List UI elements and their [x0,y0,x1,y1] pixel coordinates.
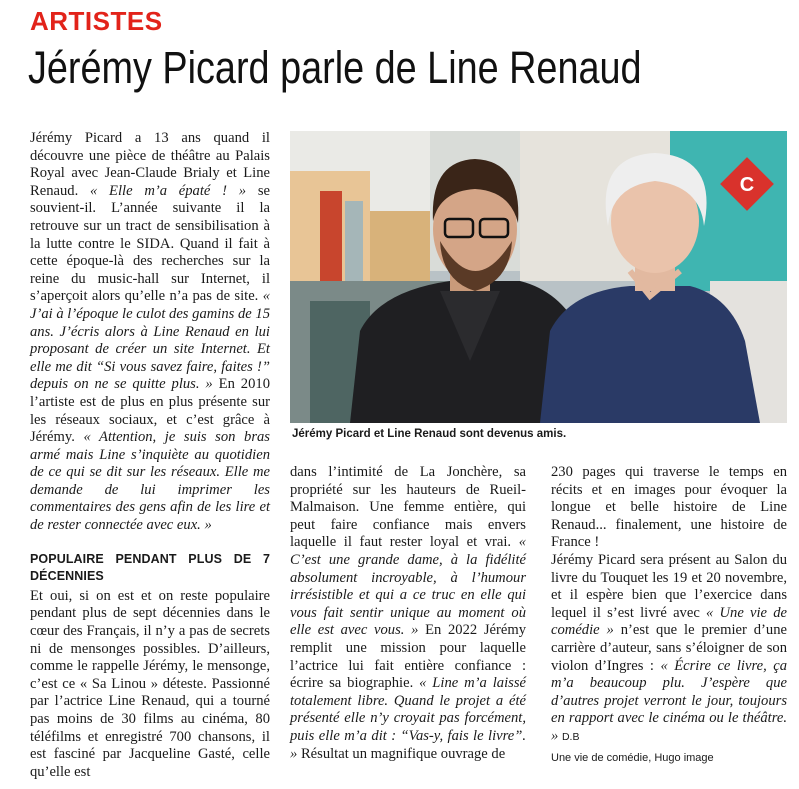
paragraph-salon [551,552,787,747]
paragraph-popularity: Et oui, si on est et on reste populaire pendant plus de sept décennies dans le cœur des Français, il n’y a pas de secrets ni de mensonges possibles. D’ailleurs, comme le rappelle Jérémy, le mensonge, c’est ce « Sa Linou » déteste. Passionné par l’actrice Line Renaud, qui a tourné pas moins de 30 films au cinéma, 80 téléfilms et enregistré 700 chansons, il est fasciné par Jacqueline Gasté, celle qu’elle est [30,587,270,780]
subheading: POPULAIRE PENDANT PLUS DE 7 DÉCENNIES [30,551,270,584]
quote: « Elle m’a épaté ! » [90,182,247,199]
article-photo [290,131,787,423]
quote: « J’ai à l’époque le culot des gamins de 15 ans. J’écris alors à Line Renaud en lui proposant de créer un site Internet. Et elle me dit “Si vous savez faire, faites !” depuis on ne se quitte plus. » [30,288,270,393]
article-column-1 [30,130,270,781]
text-run: Résultat un magnifique ouvrage de [297,745,506,762]
section-rubric: ARTISTES [30,6,163,36]
text-run: n’est que le premier d’une carrière d’auteur, sans s’éloigner de son violon d’Ingres : [551,622,787,674]
paragraph-book: 230 pages qui traverse le temps en récits et en images pour évoquer la longue et belle histoire de Line Renaud... finalement, une histoire de France ! [551,464,787,551]
logo-letter: C [739,174,755,196]
text-run: En 2010 l’artiste est de plus en plus présente sur les réseaux sociaux, et c’est grâce à Jérémy. [30,376,270,446]
paragraph-intro [30,130,270,535]
article-headline: Jérémy Picard parle de Line Renaud [28,42,642,93]
book-caption: Une vie de comédie, Hugo image [551,751,714,764]
text-run: se souvient-il. L’année suivante il la retrouve sur un tract de sensibilisation à la lutte contre le SIDA. Quand il fait à cette époque-là des recherches sur la reine du music-hall sur Internet, il s’aperçoit alors qu’elle n’a pas de site. [30,182,270,305]
paragraph-jonchere [290,464,526,763]
photo-illustration [290,131,787,423]
quote: « Attention, je suis son bras armé mais Line s’inquiète au quotidien de ce qui se dit sur les réseaux. Elle me demande de lui imprimer les commentaires des gens afin de les lire et de rester connectée avec eux. » [30,429,270,534]
article-column-3 [551,464,787,767]
author-signature: D.B [561,730,580,743]
quote: « Line m’a laissé totalement libre. Quand le projet a été présenté elle n’y croyait pas forcément, puis elle m’a dit : “Vas-y, fais le livre”. » [290,675,526,762]
quote: « Écrire ce livre, ça m’a beaucoup plu. J’espère que d’autres projet verront le jour, toujours en rapport avec le cinéma ou le théâtre. » [551,657,787,744]
quote: « C’est une grande dame, à la fidélité absolument incroyable, à l’humour irrésistible et qui a ce truc en elle qui vous fait sentir unique au moment où elle est avec vous. » [290,534,526,639]
quote: « Une vie de comédie » [551,604,787,639]
text-run: En 2022 Jérémy remplit une mission pour laquelle l’actrice lui fait entière confiance : écrire sa biographie. [290,622,526,692]
text-run: Jérémy Picard a 13 ans quand il découvre une pièce de théâtre au Palais Royal avec Jean-Claude Brialy et Line Renaud. [30,130,270,199]
text-run: dans l’intimité de La Jonchère, sa propriété sur les hauteurs de Rueil-Malmaison. Une femme entière, qui peut faire confiance mais envers laquelle il faut rester loyal et vrai. [290,464,526,551]
text-run: Jérémy Picard sera présent au Salon du livre du Touquet les 19 et 20 novembre, et il espère bien que l’exercice dans lequel il s’est livré avec [551,551,787,621]
article-column-2 [290,464,526,763]
photo-caption: Jérémy Picard et Line Renaud sont devenus amis. [292,428,567,440]
